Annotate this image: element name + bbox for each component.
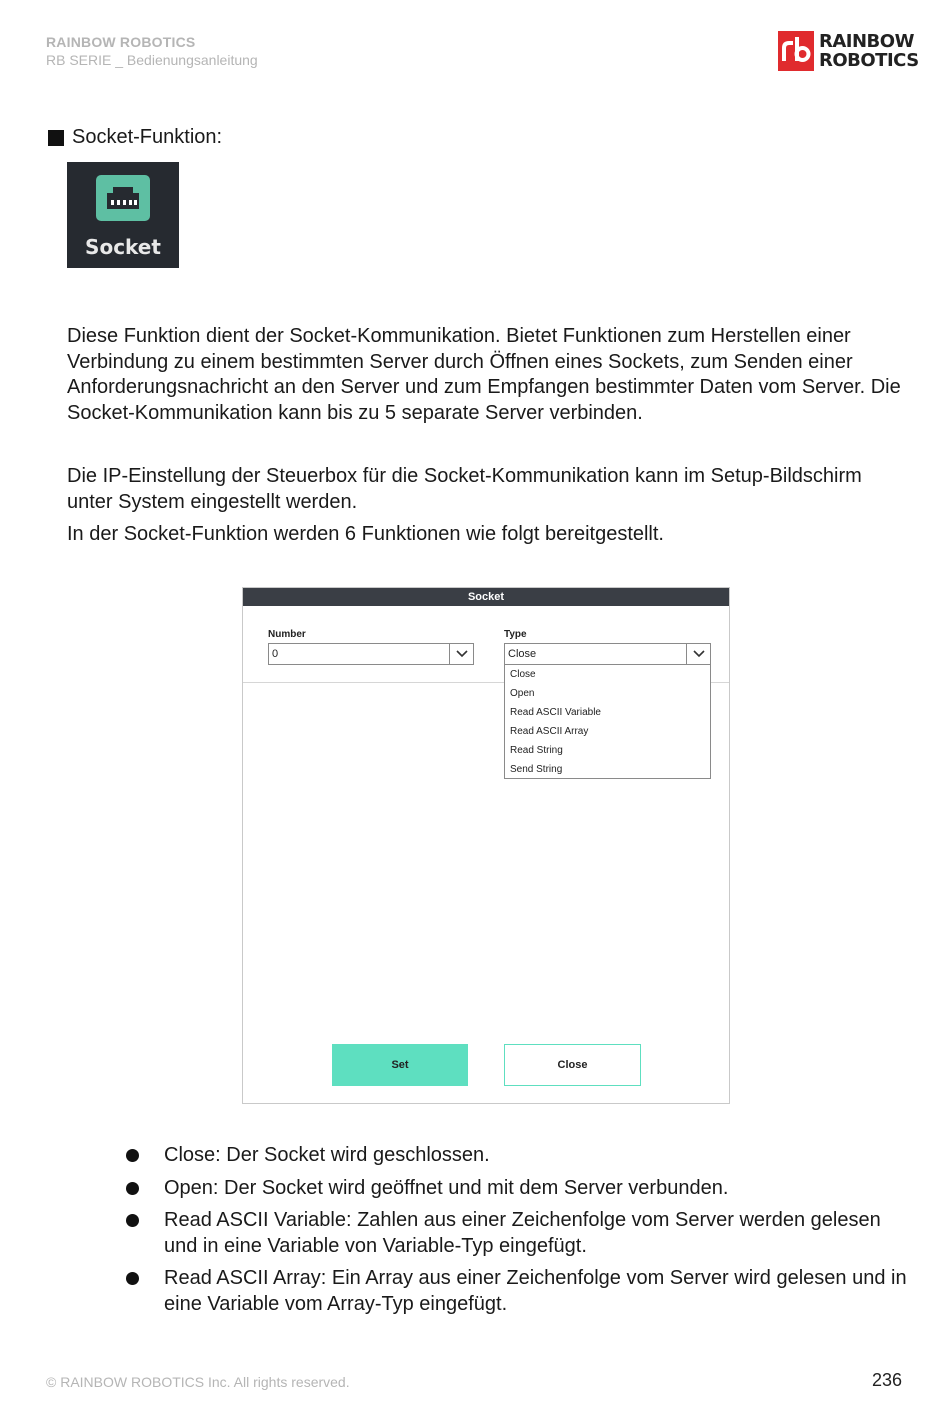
logo-text-line1: RAINBOW — [819, 31, 914, 52]
socket-function-tile — [67, 162, 179, 268]
type-select-value: Close — [508, 648, 537, 660]
set-button[interactable]: Set — [332, 1044, 468, 1086]
type-label: Type — [504, 629, 527, 640]
bullet-dot-icon — [126, 1149, 139, 1162]
socket-dialog — [242, 587, 730, 1104]
footer-copyright: © RAINBOW ROBOTICS Inc. All rights reserved. — [46, 1374, 350, 1390]
functions-paragraph: In der Socket-Funktion werden 6 Funktionen wie folgt bereitgestellt. — [67, 523, 664, 545]
chevron-down-icon[interactable] — [686, 644, 710, 664]
bullet-dot-icon — [126, 1182, 139, 1195]
type-select[interactable] — [504, 643, 711, 665]
dropdown-option-open[interactable]: Open — [510, 688, 535, 699]
dialog-title: Socket — [243, 588, 729, 606]
function-list — [125, 1143, 915, 1324]
logo-mark-icon — [778, 31, 814, 71]
number-select-value: 0 — [272, 648, 279, 660]
list-item-text: Read ASCII Array: Ein Array aus einer Zeichenfolge vom Server wird gelesen und in eine Variable vom Array-Typ eingefügt. — [164, 1267, 907, 1315]
ethernet-port-icon — [96, 175, 150, 221]
intro-paragraph: Diese Funktion dient der Socket-Kommunikation. Bietet Funktionen zum Herstellen einer Verbindung zu einem bestimmten Server durch Öffnen eines Sockets, zum Senden einer Anforderungsnachricht an den Server und zum Empfangen bestimmter Daten vom Server. Die Socket-Kommunikation kann bis zu 5 separate Server verbinden. — [67, 325, 901, 424]
list-item — [125, 1176, 915, 1202]
dropdown-option-send-string[interactable]: Send String — [510, 764, 563, 775]
number-select[interactable] — [268, 643, 474, 665]
chevron-down-icon[interactable] — [449, 644, 473, 664]
dropdown-option-read-ascii-variable[interactable]: Read ASCII Variable — [510, 707, 601, 718]
dropdown-option-close[interactable]: Close — [510, 669, 536, 680]
list-item — [125, 1143, 915, 1169]
list-item — [125, 1208, 915, 1259]
list-item — [125, 1266, 915, 1317]
ip-setting-paragraph: Die IP-Einstellung der Steuerbox für die Socket-Kommunikation kann im Setup-Bildschirm unter System eingestellt werden. — [67, 465, 862, 513]
page-number: 236 — [872, 1370, 903, 1390]
close-button[interactable]: Close — [504, 1044, 641, 1086]
logo-text-line2: ROBOTICS — [819, 50, 919, 71]
dropdown-option-read-string[interactable]: Read String — [510, 745, 563, 756]
type-dropdown-list — [504, 664, 711, 779]
section-title — [48, 126, 222, 149]
number-label: Number — [268, 629, 306, 640]
list-item-text: Read ASCII Variable: Zahlen aus einer Zeichenfolge vom Server werden gelesen und in eine Variable von Variable-Typ eingefügt. — [164, 1209, 881, 1257]
header-manual-title: RB SERIE _ Bedienungsanleitung — [46, 52, 258, 68]
square-bullet-icon — [48, 130, 64, 146]
dropdown-option-read-ascii-array[interactable]: Read ASCII Array — [510, 726, 589, 737]
company-logo — [778, 31, 919, 71]
socket-tile-label: Socket — [85, 235, 161, 259]
header-company: RAINBOW ROBOTICS — [46, 34, 196, 50]
section-title-text: Socket-Funktion: — [72, 126, 223, 148]
list-item-text: Open: Der Socket wird geöffnet und mit dem Server verbunden. — [164, 1176, 729, 1199]
bullet-dot-icon — [126, 1214, 139, 1227]
bullet-dot-icon — [126, 1272, 139, 1285]
list-item-text: Close: Der Socket wird geschlossen. — [164, 1144, 490, 1166]
